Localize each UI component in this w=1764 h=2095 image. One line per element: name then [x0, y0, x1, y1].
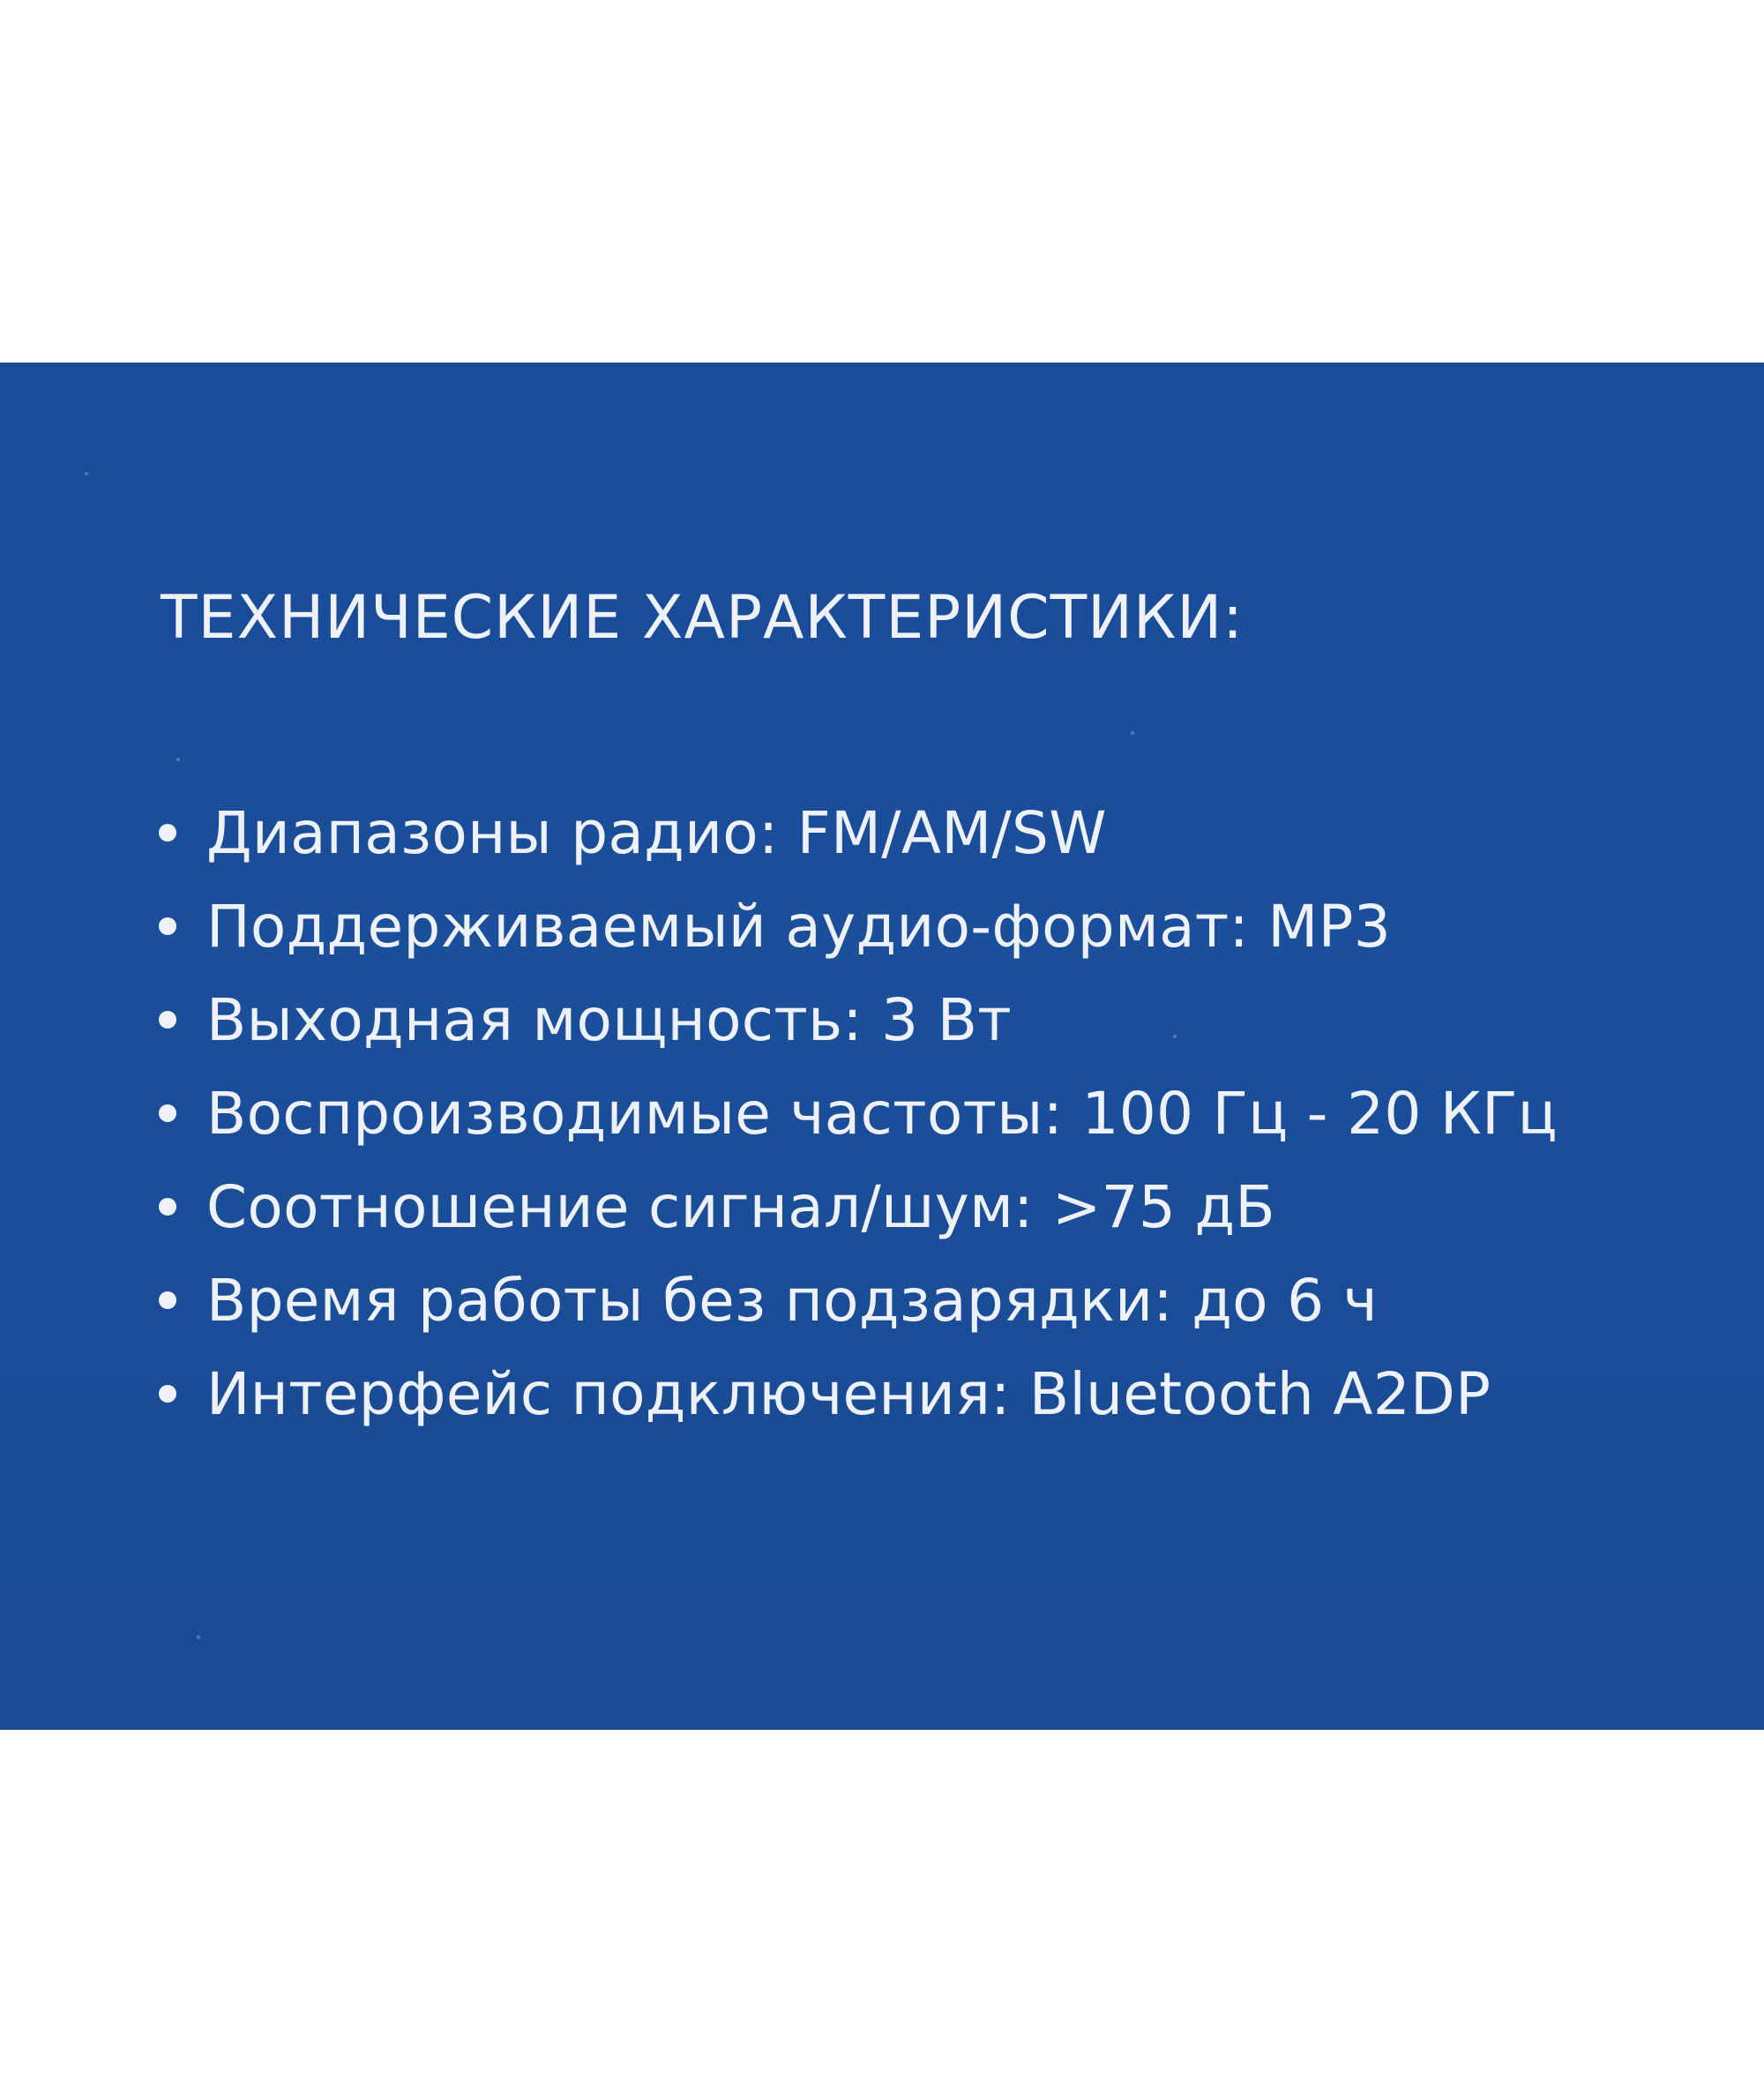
spec-item-audio-format: [159, 879, 1558, 973]
print-speck: [85, 472, 88, 475]
bullet-icon: [159, 1011, 176, 1029]
spec-item-battery-life: [159, 1253, 1558, 1347]
spec-item-signal-noise: [159, 1160, 1558, 1253]
spec-text: Поддерживаемый аудио-формат: MP3: [206, 892, 1392, 961]
spec-item-interface: [159, 1347, 1558, 1440]
spec-panel: [0, 363, 1764, 1730]
bullet-icon: [159, 1385, 176, 1403]
spec-item-radio-bands: [159, 786, 1558, 879]
spec-text: Диапазоны радио: FM/AM/SW: [206, 798, 1107, 867]
print-speck: [197, 1635, 200, 1639]
specs-heading: ТЕХНИЧЕСКИЕ ХАРАКТЕРИСТИКИ:: [161, 583, 1245, 653]
spec-item-frequency-range: [159, 1066, 1558, 1160]
print-speck: [1131, 731, 1134, 735]
spec-text: Выходная мощность: 3 Вт: [206, 985, 1013, 1054]
bullet-icon: [159, 824, 176, 842]
bullet-icon: [159, 917, 176, 935]
spec-text: Время работы без подзарядки: до 6 ч: [206, 1266, 1378, 1335]
specs-list: [159, 786, 1558, 1440]
spec-text: Воспроизводимые частоты: 100 Гц - 20 КГц: [206, 1079, 1558, 1148]
spec-text: Соотношение сигнал/шум: >75 дБ: [206, 1172, 1275, 1241]
bullet-icon: [159, 1291, 176, 1309]
spec-item-output-power: [159, 973, 1558, 1066]
bullet-icon: [159, 1104, 176, 1122]
spec-text: Интерфейс подключения: Bluetooth A2DP: [206, 1359, 1491, 1428]
bullet-icon: [159, 1198, 176, 1216]
print-speck: [176, 758, 180, 761]
